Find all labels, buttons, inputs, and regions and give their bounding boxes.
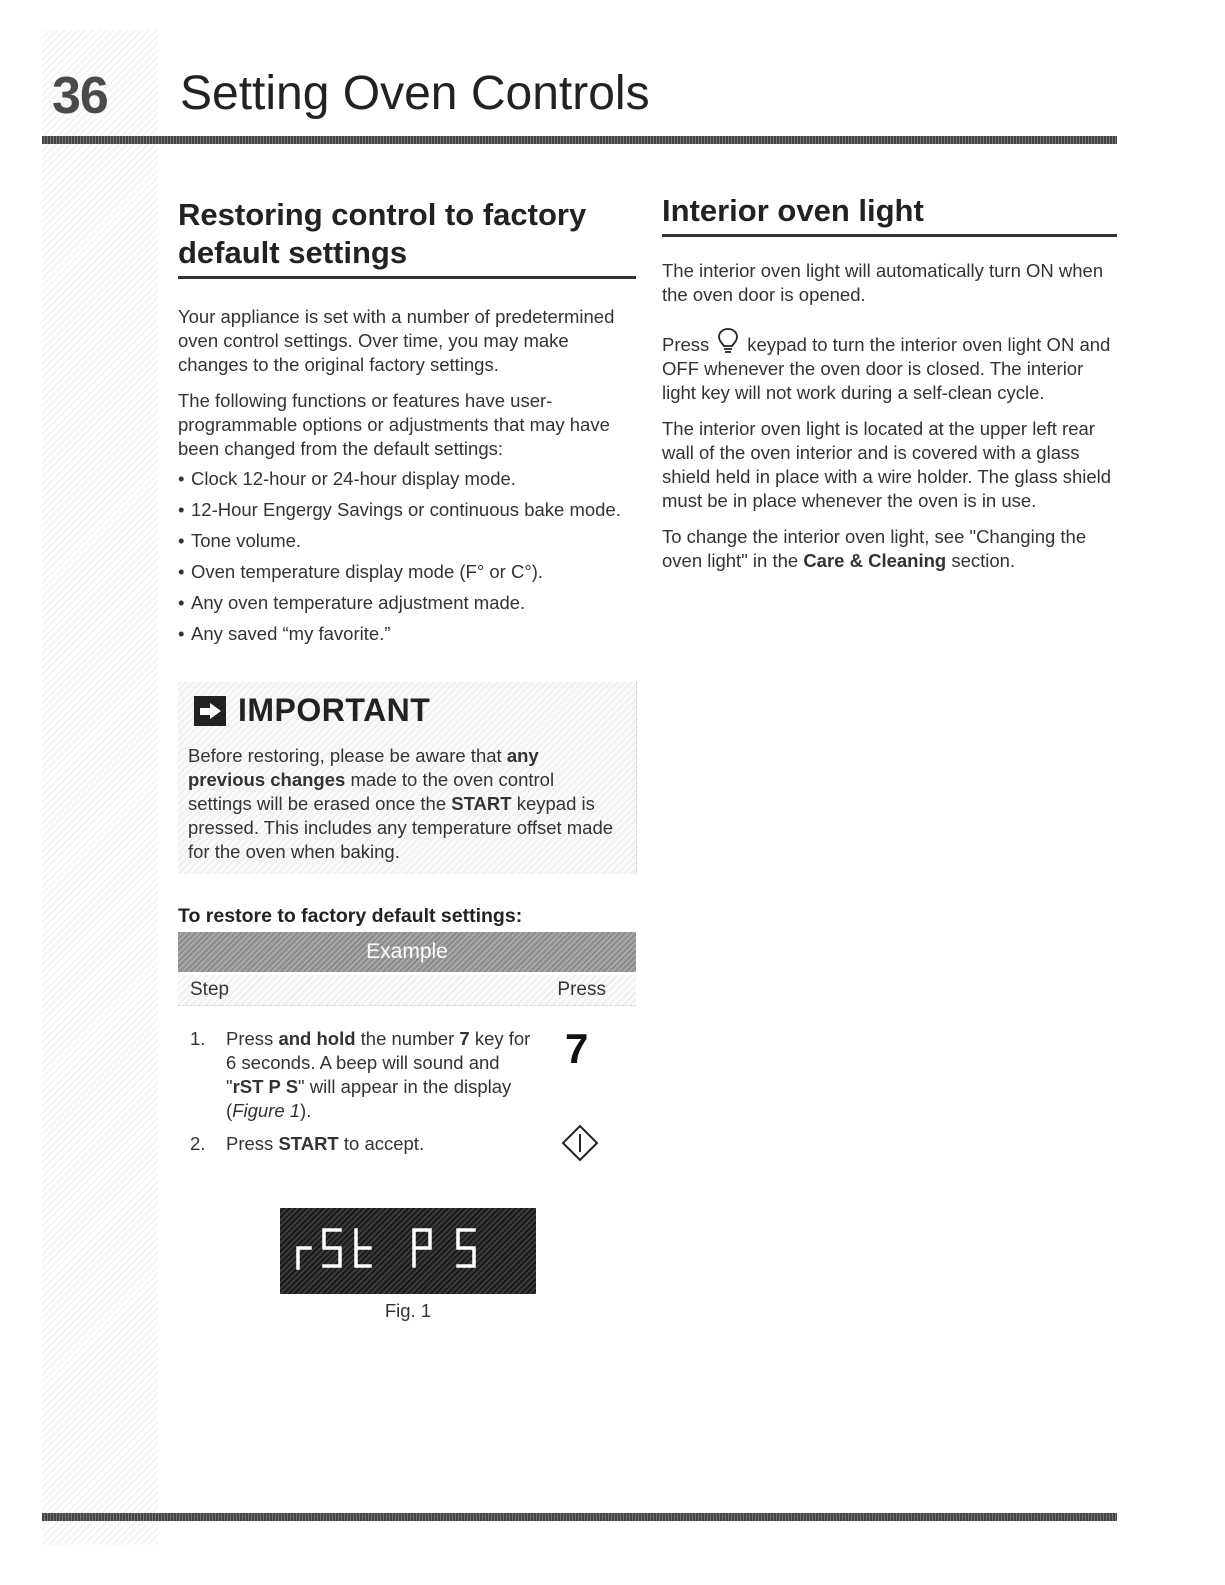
list-item: • 12-Hour Engergy Savings or continuous bake mode.: [178, 498, 636, 522]
arrow-right-icon: [194, 696, 226, 726]
step-number: 1.: [190, 1028, 206, 1049]
heading-line-1: Restoring control to factory: [178, 197, 587, 232]
heading-line-2: default settings: [178, 235, 408, 270]
important-notice: [178, 682, 637, 874]
step-table-header: [178, 975, 636, 1006]
step-number: 2.: [190, 1133, 206, 1154]
restore-steps-heading: To restore to factory default settings:: [178, 905, 523, 927]
left-column: [178, 196, 636, 653]
oven-light-p1: The interior oven light will automatically turn ON when the oven door is opened.: [662, 260, 1104, 305]
side-decor-stripe: [42, 30, 158, 1545]
list-item: • Any oven temperature adjustment made.: [178, 591, 636, 615]
seven-segment-display: [280, 1208, 536, 1294]
page-number: 36: [52, 67, 108, 125]
page-title: Setting Oven Controls: [180, 67, 650, 120]
important-text: Before restoring, please be aware that any previous changes made to the oven control settings will be erased once the START keypad is pressed. This includes any temperature offset made for the oven when baking.: [188, 745, 614, 862]
list-item: • Clock 12-hour or 24-hour display mode.: [178, 467, 636, 491]
header-rule: [42, 136, 1117, 144]
right-column: [662, 192, 1117, 573]
light-bulb-icon: [717, 327, 739, 355]
column-step: Step: [190, 979, 230, 1000]
important-header: [194, 692, 430, 729]
restore-section-heading: [178, 196, 636, 279]
list-item: • Tone volume.: [178, 529, 636, 553]
functions-intro: The following functions or features have user-programmable options or adjustments that may have been changed from the default settings:: [178, 390, 610, 459]
example-bar: Example: [178, 932, 636, 972]
start-key-icon: [561, 1124, 599, 1162]
column-press: Press: [557, 979, 606, 1000]
number-7-key-icon: 7: [565, 1025, 589, 1072]
oven-light-p4: To change the interior oven light, see "Changing the oven light" in the Care & Cleaning section.: [662, 526, 1087, 571]
oven-light-p3: The interior oven light is located at the upper left rear wall of the oven interior and is covered with a glass shield held in place with a wire holder. The glass shield must be in place whenever the oven is in use.: [662, 418, 1112, 511]
step-text: Press START to accept.: [226, 1133, 425, 1154]
restore-intro: Your appliance is set with a number of predetermined oven control settings. Over time, you may make changes to the original factory settings.: [178, 306, 615, 375]
step-text: Press and hold the number 7 key for 6 seconds. A beep will sound and "rST P S" will appear in the display (Figure 1).: [226, 1028, 531, 1121]
footer-rule: [42, 1513, 1117, 1521]
important-title: IMPORTANT: [238, 692, 431, 728]
figure-caption: Fig. 1: [384, 1300, 432, 1321]
list-item: • Any saved “my favorite.”: [178, 622, 636, 646]
display-readout-icon: [280, 1208, 536, 1294]
list-item: • Oven temperature display mode (F° or C°).: [178, 560, 636, 584]
oven-light-heading: Interior oven light: [662, 192, 1117, 237]
oven-light-p2: Press keypad to turn the interior oven light ON and OFF whenever the oven door is closed. The interior light key will not work during a self-clean cycle.: [662, 327, 1117, 405]
functions-list: [178, 467, 636, 646]
